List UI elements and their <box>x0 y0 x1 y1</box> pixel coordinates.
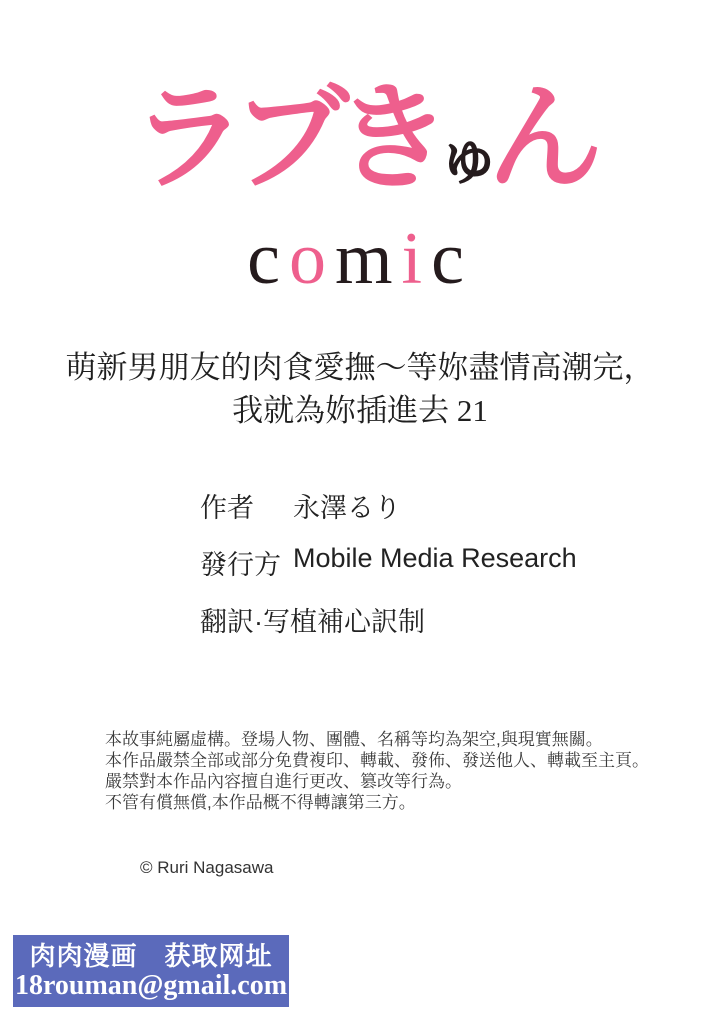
logo-letter-m: m <box>334 218 402 300</box>
author-label: 作者 <box>200 493 254 523</box>
logo-char-yu: ゅ <box>437 120 487 192</box>
disclaimer-line-4: 不管有償無償,本作品概不得轉讓第三方。 <box>105 793 416 812</box>
logo-letter-c2: c <box>431 218 473 300</box>
logo-char-bu: ブ <box>233 73 335 203</box>
logo-japanese-text <box>131 73 589 203</box>
logo-letter-c1: c <box>247 218 289 300</box>
series-title-line1: 萌新男朋友的肉食愛撫～等妳盡情高潮完， <box>65 350 655 385</box>
watermark-email: 18rouman@gmail.com <box>14 970 288 1001</box>
publisher-logo <box>131 73 589 300</box>
credit-row-translation <box>200 600 577 637</box>
series-title-line2: 我就為妳插進去 21 <box>232 393 488 428</box>
watermark-banner <box>13 935 289 1007</box>
copyright-notice: © Ruri Nagasawa <box>140 858 274 877</box>
disclaimer-block <box>105 729 649 813</box>
logo-char-ra: ラ <box>131 73 233 203</box>
logo-char-ki: き <box>335 73 437 203</box>
logo-char-n: ん <box>487 73 589 203</box>
logo-comic-text <box>131 218 589 300</box>
logo-letter-i: i <box>401 218 432 300</box>
series-title <box>0 346 720 432</box>
credit-row-publisher <box>200 543 577 580</box>
publisher-label: 發行方 <box>200 550 281 580</box>
translation-label: 翻訳·写植 <box>200 607 317 637</box>
watermark-site-name: 肉肉漫画 获取网址 <box>29 941 273 971</box>
disclaimer-line-2: 本作品嚴禁全部或部分免費複印、轉載、發佈、發送他人、轉載至主頁。 <box>105 751 649 770</box>
logo-letter-o: o <box>288 218 335 300</box>
credit-row-author <box>200 486 577 523</box>
credits-block <box>200 486 577 657</box>
author-name: 永澤るり <box>293 493 401 523</box>
publisher-name: Mobile Media Research <box>293 543 577 573</box>
disclaimer-line-3: 嚴禁對本作品內容擅自進行更改、篡改等行為。 <box>105 772 462 791</box>
disclaimer-line-1: 本故事純屬虛構。登場人物、團體、名稱等均為架空,與現實無關。 <box>105 730 603 749</box>
translation-group: 補心訳制 <box>317 607 425 637</box>
